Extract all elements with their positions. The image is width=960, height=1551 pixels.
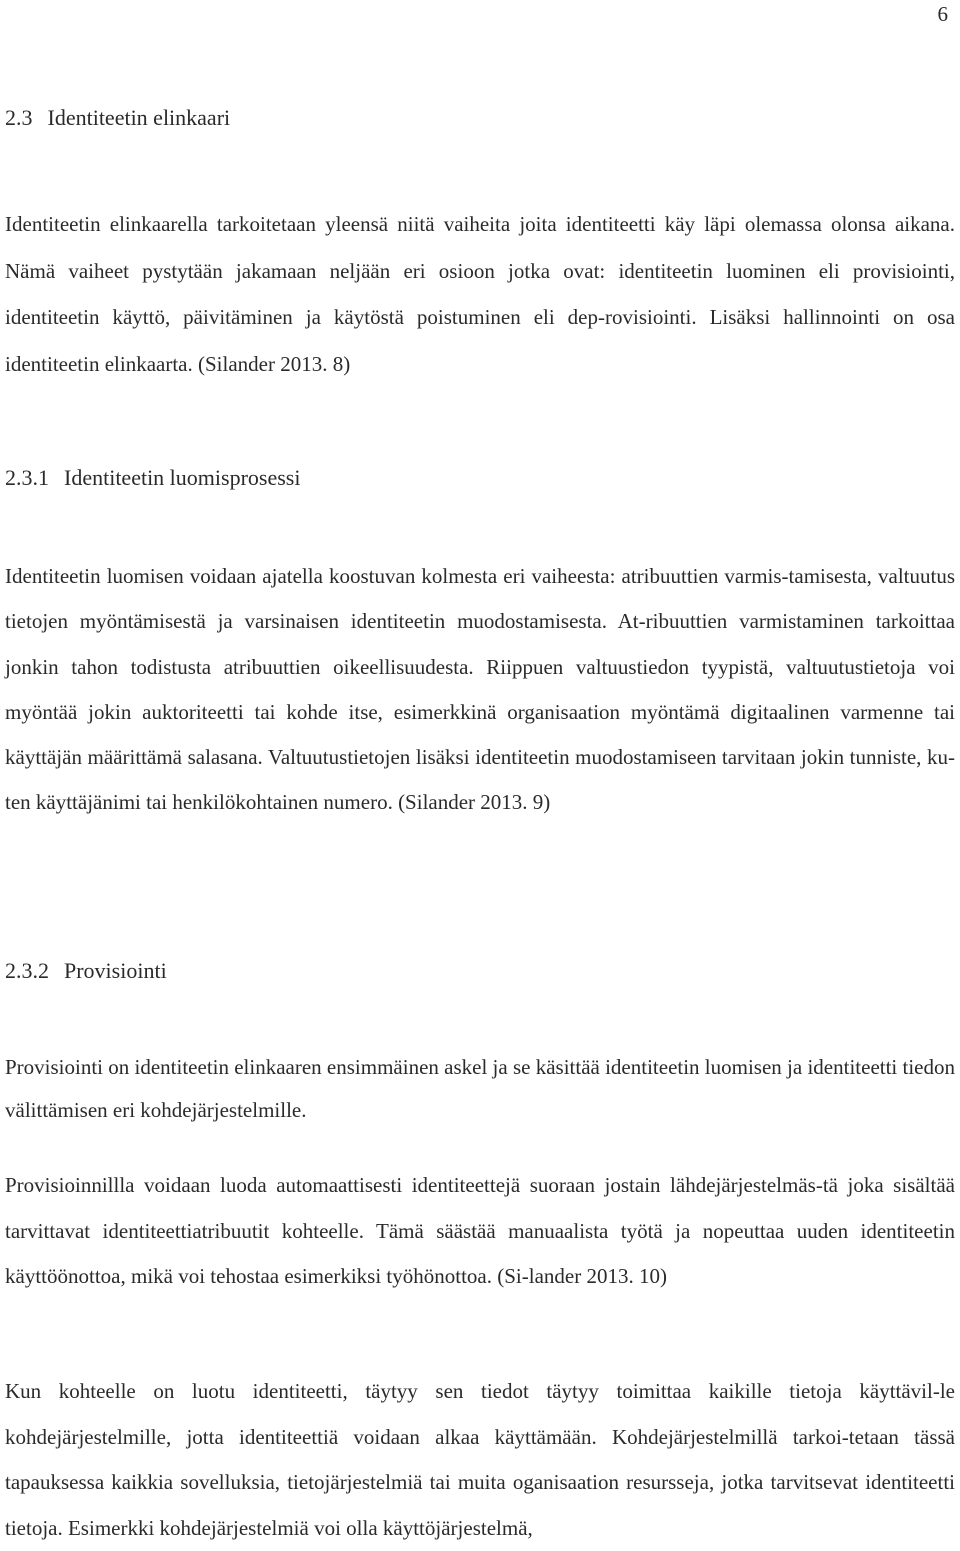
subsection-1-number: 2.3.1 — [5, 465, 49, 490]
subsection-1-paragraph: Identiteetin luomisen voidaan ajatella koostuvan kolmesta eri vaiheesta: atribuuttien varmis-tamisesta, valtuutus tietojen myöntämisestä ja varsinaisen identiteetin muodostamisesta. At-ribuuttien varmistaminen tarkoittaa jonkin tahon todistusta atribuuttien oikeellisuudesta. Riippuen valtuustiedon tyypistä, valtuutustietoja voi myöntää jokin auktoriteetti tai kohde itse, esimerkkinä organisaation myöntämä digitaalinen varmenne tai käyttäjän määrittämä salasana. Valtuutustietojen lisäksi identiteetin muodostamiseen tarvitaan jokin tunniste, ku-ten käyttäjänimi tai henkilökohtainen numero. (Silander 2013. 9) — [5, 564, 955, 815]
subsection-1-heading — [5, 464, 300, 492]
section-number: 2.3 — [5, 105, 33, 130]
section-title: Identiteetin elinkaari — [47, 105, 231, 130]
section-heading — [5, 104, 230, 132]
subsection-2-title: Provisiointi — [64, 958, 167, 983]
subsection-2-number: 2.3.2 — [5, 958, 49, 983]
subsection-2-paragraph-1: Provisiointi on identiteetin elinkaaren ensimmäinen askel ja se käsittää identiteetin luomisen ja identiteetti tiedon välittämisen eri kohdejärjestelmille. — [5, 1055, 956, 1122]
subsection-2-paragraph-2: Provisioinnillla voidaan luoda automaattisesti identiteettejä suoraan jostain lähdejärjestelmäs-tä joka sisältää tarvittavat identiteettiatribuutit kohteelle. Tämä säästää manuaalista työtä ja nopeuttaa uuden identiteetin käyttöönottoa, mikä voi tehostaa esimerkiksi työhönottoa. (Si-lander 2013. 10) — [5, 1173, 955, 1288]
page-number: 6 — [937, 2, 948, 26]
section-paragraph: Identiteetin elinkaarella tarkoitetaan yleensä niitä vaiheita joita identiteetti käy läpi olemassa olonsa aikana. Nämä vaiheet pystytään jakamaan neljään eri osioon jotka ovat: identiteetin luominen eli provisiointi, identiteetin käyttö, päivitäminen ja käytöstä poistuminen eli dep-rovisiointi. Lisäksi hallinnointi on osa identiteetin elinkaarta. (Silander 2013. 8) — [5, 212, 955, 376]
subsection-2-heading — [5, 957, 167, 985]
subsection-1-title: Identiteetin luomisprosessi — [64, 465, 301, 490]
subsection-2-paragraph-3: Kun kohteelle on luotu identiteetti, täytyy sen tiedot täytyy toimittaa kaikille tietoja käyttävil-le kohdejärjestelmille, jotta identiteettiä voidaan alkaa käyttämään. Kohdejärjestelmillä tarkoi-tetaan tässä tapauksessa kaikkia sovelluksia, tietojärjestelmiä tai muita oganisaation resursseja, jotka tarvitsevat identiteetti tietoja. Esimerkki kohdejärjestelmiä voi olla käyttöjärjestelmä, — [5, 1379, 955, 1540]
